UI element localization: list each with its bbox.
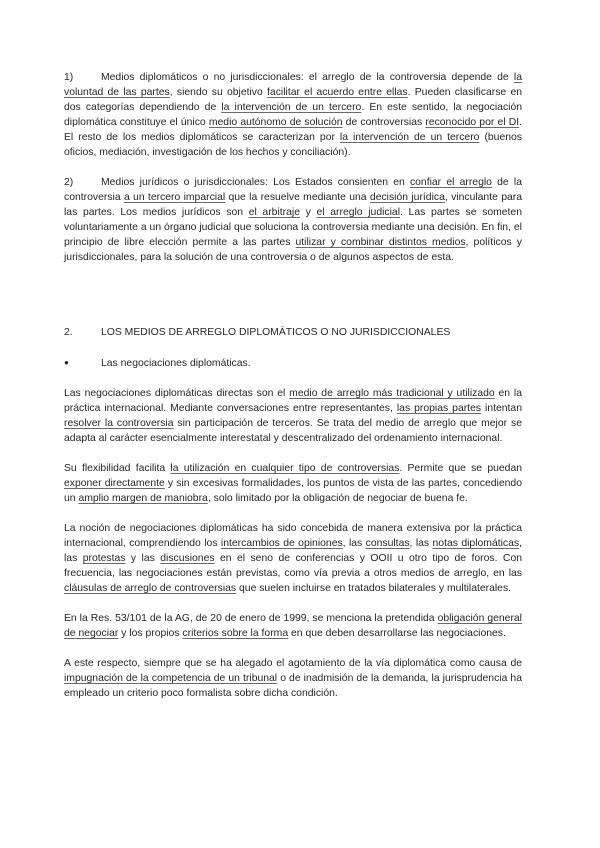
underlined-text: medio autónomo de solución — [208, 117, 343, 128]
text-run: en que deben desarrollarse las negociaciones. — [288, 628, 506, 639]
underlined-text: impugnación de la competencia de un tribunal — [64, 673, 278, 684]
underlined-text: utilizar y combinar distintos medios — [295, 237, 466, 248]
text-run: intentan — [481, 403, 522, 414]
text-run: , las — [409, 538, 433, 549]
bullet-text: Las negociaciones diplomáticas. — [101, 358, 251, 369]
text-run: , siendo su objetivo — [169, 87, 268, 98]
underlined-text: discusiones — [160, 553, 215, 564]
underlined-text: reconocido por el DI — [425, 117, 520, 128]
underlined-text: resolver la controversia — [64, 418, 174, 429]
paragraph-agotamiento-via — [64, 656, 522, 701]
heading-text: LOS MEDIOS DE ARREGLO DIPLOMÁTICOS O NO JURISDICCIONALES — [101, 327, 451, 338]
underlined-text: a un tercero imparcial — [123, 192, 226, 203]
underlined-text: la voluntad de las partes — [64, 72, 522, 98]
text-run: Las negociaciones diplomáticas directas son el — [64, 388, 290, 399]
list-number: 2) — [64, 177, 74, 188]
text-run: en la práctica internacional. Mediante conversaciones entre representantes, — [64, 388, 522, 414]
text-run: . En este sentido, la negociación diplomática constituye el único — [64, 102, 523, 128]
bullet-icon: ● — [64, 358, 69, 367]
text-run: . Pueden clasificarse en dos categorías dependiendo de — [64, 87, 523, 113]
text-run: , las — [342, 538, 366, 549]
paragraph-negociaciones-directas — [64, 386, 522, 446]
underlined-text: cláusulas de arreglo de controversias — [64, 583, 237, 594]
paragraph-flexibilidad — [64, 461, 522, 506]
underlined-text: la intervención de un tercero — [339, 132, 480, 143]
document-page — [64, 70, 522, 716]
text-run: , vinculante para las partes. Los medios jurídicos son — [64, 192, 523, 218]
underlined-text: criterios sobre la forma — [182, 628, 289, 639]
underlined-text: confiar el arreglo — [409, 177, 492, 188]
text-run: . Las partes se someten voluntariamente a un órgano judicial que soluciona la controversia mediante una decisión. En fin, el principio de libre elección permite a las partes — [64, 207, 522, 248]
text-run: o de inadmisión de la demanda, la jurisprudencia ha empleado un criterio poco formalista sobre dicha condición. — [64, 673, 522, 699]
text-run: Su flexibilidad facilita — [64, 463, 171, 474]
text-run: y sin excesivas formalidades, los puntos de vista de las partes, concediendo un — [64, 478, 522, 504]
paragraph-resolucion-ag — [64, 611, 522, 641]
text-run: y los propios — [118, 628, 183, 639]
text-run: y las — [125, 553, 161, 564]
text-run: , las — [64, 538, 522, 564]
underlined-text: protestas — [82, 553, 126, 564]
underlined-text: obligación general de negociar — [64, 613, 522, 639]
underlined-text: decisión jurídica — [369, 192, 445, 203]
text-run: . El resto de los medios diplomáticos se caracterizan por — [64, 117, 522, 143]
text-run: . Permite que se puedan — [399, 463, 522, 474]
underlined-text: la utilización en cualquier tipo de controversias — [170, 463, 400, 474]
underlined-text: las propias partes — [396, 403, 482, 414]
text-run: que suelen incluirse en tratados bilaterales y multilaterales. — [236, 583, 512, 594]
paragraph-medios-juridicos — [64, 175, 522, 265]
paragraph-nocion-negociaciones — [64, 521, 522, 596]
bullet-item — [64, 355, 522, 371]
section-heading — [64, 325, 522, 340]
text-run: Medios diplomáticos o no jurisdiccionales: el arreglo de la controversia depende de — [101, 72, 514, 83]
text-run: A este respecto, siempre que se ha alegado el agotamiento de la vía diplomática como causa de — [64, 658, 522, 669]
text-run: de la controversia — [64, 177, 522, 203]
heading-number: 2. — [64, 327, 73, 338]
underlined-text: intercambios de opiniones — [220, 538, 343, 549]
text-run: que la resuelve mediante una — [225, 192, 370, 203]
text-run: y — [299, 207, 317, 218]
text-run: (buenos oficios, mediación, investigación de los hechos y conciliación). — [64, 132, 522, 158]
text-run: en el seno de conferencias y OOII u otro tipo de foros. Con frecuencia, las negociaciones están previstas, como vía previa a otros medios de arreglo, en las — [64, 553, 522, 579]
paragraph-medios-diplomaticos — [64, 70, 522, 160]
underlined-text: amplio margen de maniobra — [78, 493, 208, 504]
underlined-text: la intervención de un tercero — [221, 102, 362, 113]
underlined-text: notas diplomáticas — [432, 538, 520, 549]
underlined-text: el arbitraje — [248, 207, 300, 218]
text-run: sin participación de terceros. Se trata del medio de arreglo que mejor se adapta al carácter esencialmente interestatal y descentralizado del ordenamiento internacional. — [64, 418, 522, 444]
text-run: , solo limitado por la obligación de negociar de buena fe. — [207, 493, 468, 504]
text-run: La noción de negociaciones diplomáticas ha sido concebida de manera extensiva por la práctica internacional, comprendiendo los — [64, 523, 522, 549]
list-number: 1) — [64, 72, 74, 83]
underlined-text: exponer directamente — [64, 478, 165, 489]
text-run: Medios jurídicos o jurisdiccionales: Los Estados consienten en — [101, 177, 410, 188]
underlined-text: facilitar el acuerdo entre ellas — [267, 87, 408, 98]
underlined-text: consultas — [365, 538, 410, 549]
underlined-text: el arreglo judicial — [316, 207, 401, 218]
text-run: , políticos y jurisdiccionales, para la solución de una controversia o de algunos aspectos de esta. — [64, 237, 522, 263]
text-run: En la Res. 53/101 de la AG, de 20 de enero de 1999, se menciona la pretendida — [64, 613, 438, 624]
underlined-text: medio de arreglo más tradicional y utilizado — [289, 388, 495, 399]
text-run: de controversias — [342, 117, 426, 128]
